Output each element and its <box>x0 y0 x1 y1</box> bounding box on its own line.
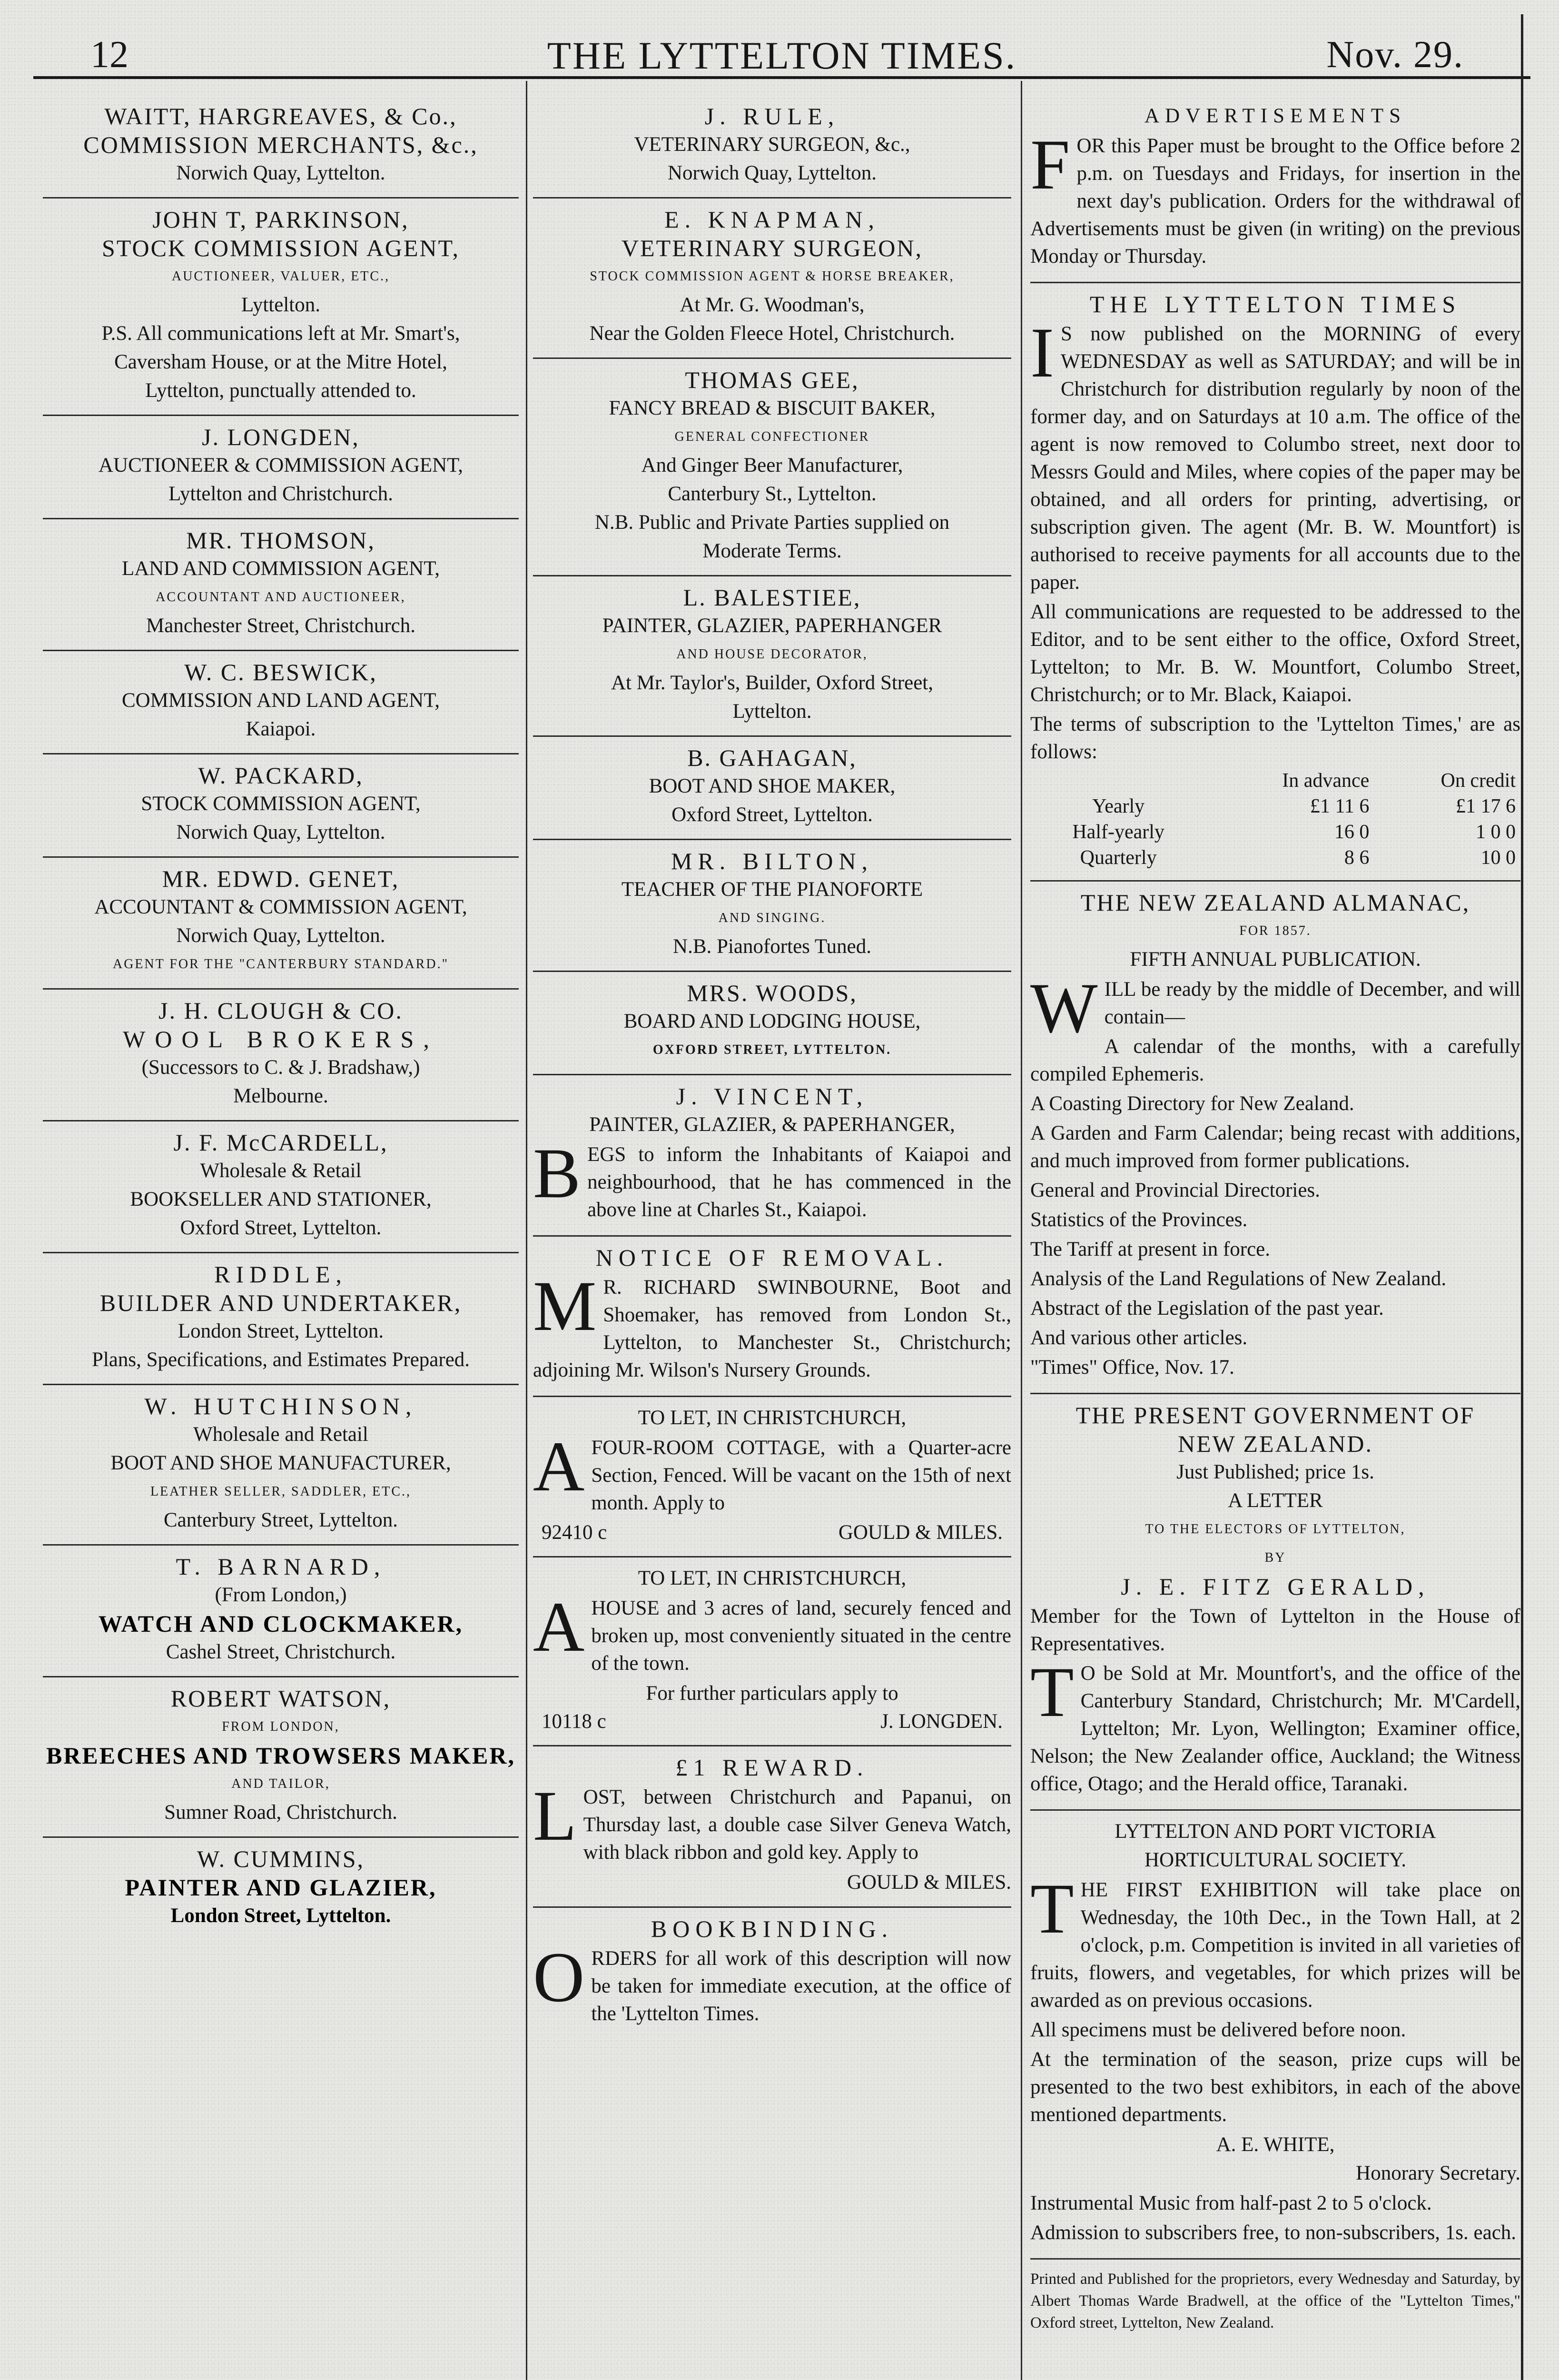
ad-line: (Successors to C. & J. Bradshaw,) <box>141 1056 420 1079</box>
drop-cap: A <box>533 1427 585 1506</box>
ad-heading: E. KNAPMAN, <box>664 206 880 233</box>
ad-cummins <box>43 1838 519 1940</box>
table-cell <box>1030 768 1206 793</box>
ad-line: PAINTER, GLAZIER, & PAPERHANGER, <box>589 1113 955 1136</box>
ad-heading: LYTTELTON AND PORT VICTORIA <box>1115 1820 1436 1843</box>
ad-line: STOCK COMMISSION AGENT, <box>102 235 460 261</box>
list-item: And various other articles. <box>1030 1327 1248 1349</box>
list-item: A Coasting Directory for New Zealand. <box>1030 1092 1354 1115</box>
ad-line: COMMISSION MERCHANTS, &c., <box>83 131 478 158</box>
notice-government <box>1030 1394 1520 1811</box>
ad-paragraph: The terms of subscription to the 'Lyttelton Times,' are as follows: <box>1030 713 1520 763</box>
ad-line: ACCOUNTANT & COMMISSION AGENT, <box>94 896 467 918</box>
ad-reward <box>533 1746 1011 1908</box>
ad-heading: J. VINCENT, <box>676 1083 868 1110</box>
column-2 <box>533 95 1011 2380</box>
ad-clough <box>43 990 519 1121</box>
ad-heading: HORTICULTURAL SOCIETY. <box>1144 1849 1407 1871</box>
ad-line: BOOT AND SHOE MAKER, <box>649 775 896 797</box>
ad-line: Sumner Road, Christchurch. <box>164 1801 397 1824</box>
page-number: 12 <box>90 34 128 76</box>
ad-line: P.S. All communications left at Mr. Smart's, <box>101 322 460 345</box>
ad-vincent <box>533 1075 1011 1237</box>
ad-heading: MR. EDWD. GENET, <box>162 865 400 892</box>
ad-body: FOUR-ROOM COTTAGE, with a Quarter-acre Section, Fenced. Will be vacant on the 15th of next month. Apply to <box>591 1437 1011 1514</box>
table-row <box>1030 793 1520 819</box>
ad-to-let-house <box>533 1557 1011 1746</box>
ad-mccardell <box>43 1121 519 1253</box>
ad-line: FANCY BREAD & BISCUIT BAKER, <box>609 397 936 419</box>
column-3 <box>1030 95 1520 2380</box>
ad-line: WOOL BROKERS, <box>123 1026 439 1052</box>
ad-heading: THE NEW ZEALAND ALMANAC, <box>1080 889 1470 916</box>
drop-cap: W <box>1030 969 1098 1048</box>
drop-cap: T <box>1030 1869 1074 1948</box>
drop-cap: L <box>533 1776 577 1855</box>
drop-cap: O <box>533 1938 585 2017</box>
table-cell: Half-yearly <box>1072 821 1164 843</box>
ad-waitt-hargreaves <box>43 95 519 198</box>
drop-cap: A <box>533 1587 585 1666</box>
table-row <box>1030 819 1520 845</box>
ad-line: London Street, Lyttelton. <box>178 1320 384 1342</box>
ad-line: (From London,) <box>215 1584 347 1606</box>
ad-line: Manchester Street, Christchurch. <box>146 615 415 637</box>
notice-horticultural <box>1030 1811 1520 2260</box>
ad-paragraph: Admission to subscribers free, to non-subscribers, 1s. each. <box>1030 2221 1517 2244</box>
ad-line: BREECHES AND TROWSERS MAKER, <box>46 1742 516 1769</box>
ad-body: OR this Paper must be brought to the Office before 2 p.m. on Tuesdays and Fridays, for insertion in the next day's publication. Orders for the withdrawal of Advertisements must be given (in writing) on the previous Monday or Thursday. <box>1030 135 1520 268</box>
ad-footer: "Times" Office, Nov. 17. <box>1030 1356 1234 1378</box>
ad-genet <box>43 858 519 990</box>
column-rule-1 <box>526 81 527 2380</box>
ad-line: N.B. Public and Private Parties supplied on <box>594 511 950 534</box>
list-item: A Garden and Farm Calendar; being recast with additions, and much improved from former publications. <box>1030 1122 1520 1172</box>
ad-line: A LETTER <box>1228 1489 1323 1512</box>
ad-line: FIFTH ANNUAL PUBLICATION. <box>1130 948 1421 971</box>
ad-line: At Mr. Taylor's, Builder, Oxford Street, <box>611 672 933 694</box>
drop-cap: I <box>1030 313 1054 392</box>
ad-code: 10118 c <box>542 1710 606 1733</box>
table-cell: £1 11 6 <box>1310 795 1370 817</box>
ad-line: London Street, Lyttelton. <box>170 1904 391 1927</box>
ad-line: Plans, Specifications, and Estimates Prepared. <box>91 1349 470 1371</box>
ad-heading: W. C. BESWICK, <box>184 659 377 685</box>
ad-line: TEACHER OF THE PIANOFORTE <box>621 878 923 901</box>
ad-line: Cashel Street, Christchurch. <box>166 1641 396 1663</box>
ad-line: Canterbury St., Lyttelton. <box>668 483 877 505</box>
ad-paragraph: All communications are requested to be addressed to the Editor, and to be sent either to the office, Oxford Street, Lyttelton; to Mr. B. W. Mountfort, Columbo Street, Christchurch; or to Mr. Black, Kaiapoi. <box>1030 601 1520 706</box>
ad-line: LEATHER SELLER, SADDLER, ETC., <box>150 1484 412 1499</box>
ad-line: WATCH AND CLOCKMAKER, <box>98 1610 464 1637</box>
ad-heading: B. GAHAGAN, <box>687 744 857 771</box>
table-cell: 8 6 <box>1344 847 1370 869</box>
ad-line: For further particulars apply to <box>646 1682 898 1705</box>
ad-line: Near the Golden Fleece Hotel, Christchurch. <box>589 322 955 345</box>
list-item: Abstract of the Legislation of the past year. <box>1030 1297 1384 1319</box>
ad-paragraph: All specimens must be delivered before noon. <box>1030 2019 1406 2041</box>
ad-watson <box>43 1677 519 1838</box>
notice-almanac <box>1030 882 1520 1394</box>
ad-body: S now published on the MORNING of every WEDNESDAY as well as SATURDAY; and will be in Christchurch for distribution regularly by noon of the former day, and on Saturdays at 10 a.m. The office of the agent is now removed to Columbo street, next door to Messrs Gould and Miles, where copies of the paper may be obtained, and all orders for printing, advertising, or subscription given. The agent (Mr. B. W. Mountfort) is authorised to receive payments for all accounts due to the paper. <box>1030 323 1520 594</box>
table-cell: 1 0 0 <box>1476 821 1516 843</box>
ad-gee <box>533 359 1011 576</box>
drop-cap: M <box>533 1267 597 1346</box>
ad-line: Lyttelton and Christchurch. <box>168 483 393 505</box>
ad-balestiee <box>533 576 1011 737</box>
ad-notice-of-removal <box>533 1237 1011 1397</box>
ad-line: Melbourne. <box>233 1085 328 1107</box>
ad-line: PAINTER AND GLAZIER, <box>125 1874 437 1901</box>
ad-heading: ROBERT WATSON, <box>170 1685 391 1712</box>
ad-body: R. RICHARD SWINBOURNE, Boot and Shoemaker, has removed from London St., Lyttelton, to Manchester St., Christchurch; adjoining Mr. Wilson's Nursery Grounds. <box>533 1276 1011 1381</box>
ad-line: Lyttelton. <box>241 294 321 316</box>
ad-heading: T. BARNARD, <box>176 1553 386 1580</box>
list-item: General and Provincial Directories. <box>1030 1179 1320 1201</box>
ad-gahagan <box>533 737 1011 840</box>
ad-heading: W. PACKARD, <box>198 762 364 789</box>
ad-hutchinson <box>43 1385 519 1546</box>
ad-paragraph: Instrumental Music from half-past 2 to 5 o'clock. <box>1030 2192 1432 2214</box>
table-cell: Quarterly <box>1080 847 1157 869</box>
ad-heading: NEW ZEALAND. <box>1178 1430 1373 1457</box>
printer-imprint <box>1030 2260 1520 2345</box>
ad-beswick <box>43 651 519 754</box>
ad-heading: J. LONGDEN, <box>202 424 360 450</box>
ad-line: TO THE ELECTORS OF LYTTELTON, <box>1145 1522 1406 1537</box>
ad-line: Wholesale and Retail <box>193 1423 368 1446</box>
ad-heading: TO LET, IN CHRISTCHURCH, <box>638 1407 907 1429</box>
ad-woods <box>533 972 1011 1075</box>
ad-line: And Ginger Beer Manufacturer, <box>641 454 903 476</box>
newspaper-title: THE LYTTELTON TIMES. <box>547 34 1017 77</box>
ad-body: O be Sold at Mr. Mountfort's, and the office of the Canterbury Standard, Christchurch; Mr. M'Cardell, Lyttelton; Mr. Lyon, Wellington; Examiner office, Nelson; the New Zealander office, Auckland; the Witness office, Otago; and the Herald office, Taranaki. <box>1030 1662 1520 1795</box>
ad-heading: THOMAS GEE, <box>685 367 859 393</box>
ad-line: Lyttelton. <box>732 700 812 723</box>
ad-line: AUCTIONEER & COMMISSION AGENT, <box>98 454 464 476</box>
ad-line: At Mr. G. Woodman's, <box>680 294 865 316</box>
ad-signer: GOULD & MILES. <box>838 1521 1003 1544</box>
ad-line: BOARD AND LODGING HOUSE, <box>623 1010 921 1032</box>
table-cell: 10 0 <box>1480 847 1516 869</box>
ad-heading: L. BALESTIEE, <box>683 584 861 611</box>
ad-line: Caversham House, or at the Mitre Hotel, <box>114 351 447 373</box>
masthead <box>33 19 1530 79</box>
drop-cap: B <box>533 1134 581 1213</box>
list-item: A calendar of the months, with a carefully compiled Ephemeris. <box>1030 1035 1520 1085</box>
ad-heading: RIDDLE, <box>214 1261 347 1288</box>
ad-line: AND SINGING. <box>718 911 826 925</box>
ad-body: OST, between Christchurch and Papanui, on Thursday last, a double case Silver Geneva Watch, with black ribbon and gold key. Apply to <box>583 1786 1011 1864</box>
ad-bilton <box>533 840 1011 972</box>
ad-line: FROM LONDON, <box>222 1719 340 1734</box>
list-item: Analysis of the Land Regulations of New Zealand. <box>1030 1268 1447 1290</box>
ad-heading: W. HUTCHINSON, <box>144 1393 417 1419</box>
ad-line: STOCK COMMISSION AGENT & HORSE BREAKER, <box>590 269 955 284</box>
ad-line: N.B. Pianofortes Tuned. <box>673 935 871 958</box>
ad-line: VETERINARY SURGEON, <box>622 235 923 261</box>
notice-advertisements <box>1030 95 1520 283</box>
ad-packard <box>43 754 519 858</box>
list-item: The Tariff at present in force. <box>1030 1238 1271 1260</box>
column-1 <box>43 95 519 2380</box>
ad-heading: THE LYTTELTON TIMES <box>1089 291 1461 317</box>
table-header: In advance <box>1282 770 1370 792</box>
column-rule-2 <box>1021 81 1022 2380</box>
ad-heading: BOOKBINDING. <box>651 1915 894 1942</box>
ad-line: PAINTER, GLAZIER, PAPERHANGER <box>602 615 942 637</box>
ad-line: OXFORD STREET, LYTTELTON. <box>652 1042 892 1057</box>
ad-line: BOOT AND SHOE MANUFACTURER, <box>110 1452 451 1474</box>
ad-line: Norwich Quay, Lyttelton. <box>667 162 877 184</box>
ad-body: EGS to inform the Inhabitants of Kaiapoi and neighbourhood, that he has commenced in the above line at Charles St., Kaiapoi. <box>587 1143 1011 1221</box>
ad-line: AND HOUSE DECORATOR, <box>676 647 868 662</box>
ad-line: Norwich Quay, Lyttelton. <box>176 821 385 843</box>
table-header: On credit <box>1441 770 1516 792</box>
ad-to-let-cottage <box>533 1397 1011 1557</box>
drop-cap: T <box>1030 1653 1074 1732</box>
ad-signer: GOULD & MILES. <box>847 1871 1011 1894</box>
table-cell: 16 0 <box>1334 821 1370 843</box>
ad-line: Oxford Street, Lyttelton. <box>671 803 873 826</box>
ad-signer-title: Honorary Secretary. <box>1356 2162 1520 2184</box>
ad-body: ILL be ready by the middle of December, and will contain— <box>1104 978 1520 1028</box>
ad-signer: J. LONGDEN. <box>880 1710 1003 1733</box>
ad-rule <box>533 95 1011 198</box>
drop-cap: F <box>1030 125 1070 204</box>
ad-heading: MR. BILTON, <box>671 848 874 874</box>
ad-line: AGENT FOR THE "CANTERBURY STANDARD." <box>112 957 449 972</box>
ad-line: ACCOUNTANT AND AUCTIONEER, <box>156 590 406 605</box>
ad-line: Oxford Street, Lyttelton. <box>180 1217 382 1239</box>
ad-barnard <box>43 1546 519 1677</box>
ad-line: FOR 1857. <box>1239 923 1312 938</box>
ad-line: AUCTIONEER, VALUER, ETC., <box>171 269 390 284</box>
ad-heading: TO LET, IN CHRISTCHURCH, <box>638 1567 907 1589</box>
ad-body: HE FIRST EXHIBITION will take place on Wednesday, the 10th Dec., in the Town Hall, at 2 o'clock, p.m. Competition is invited in all varieties of fruits, flowers, and vegetables, for which prizes will be awarded as on previous occasions. <box>1030 1879 1520 2012</box>
page-edge-rule <box>1521 14 1523 2380</box>
ad-body: HOUSE and 3 acres of land, securely fenced and broken up, most conveniently situated in the centre of the town. <box>591 1597 1011 1675</box>
ad-bookbinding <box>533 1908 1011 2039</box>
ad-signer: A. E. WHITE, <box>1216 2133 1335 2156</box>
notice-lyttelton-times <box>1030 283 1520 882</box>
ad-paragraph: At the termination of the season, prize cups will be presented to the two best exhibitors, in each of the above mentioned departments. <box>1030 2048 1520 2126</box>
ad-longden <box>43 416 519 519</box>
ad-riddle <box>43 1253 519 1385</box>
ad-heading: J. RULE, <box>704 103 840 129</box>
ad-line: BOOKSELLER AND STATIONER, <box>130 1188 432 1210</box>
table-row <box>1030 845 1520 871</box>
ad-heading: W. CUMMINS, <box>197 1845 365 1872</box>
ad-line: VETERINARY SURGEON, &c., <box>634 133 910 156</box>
ad-parkinson <box>43 198 519 416</box>
ad-heading: MRS. WOODS, <box>687 980 858 1006</box>
ad-knapman <box>533 198 1011 359</box>
ad-line: BY <box>1264 1550 1286 1565</box>
ad-line: AND TAILOR, <box>231 1776 330 1791</box>
issue-date: Nov. 29. <box>1326 34 1464 76</box>
ad-line: GENERAL CONFECTIONER <box>674 429 870 444</box>
ad-heading: £1 REWARD. <box>675 1754 869 1781</box>
ad-line: Kaiapoi. <box>246 718 316 740</box>
table-cell: Yearly <box>1092 795 1145 817</box>
ad-heading: MR. THOMSON, <box>186 527 375 554</box>
ad-line: Lyttelton, punctually attended to. <box>145 379 416 402</box>
table-header-row <box>1030 768 1520 793</box>
ad-thomson <box>43 519 519 651</box>
ad-code: 92410 c <box>542 1521 607 1544</box>
ad-line: Norwich Quay, Lyttelton. <box>176 924 385 947</box>
ad-heading: THE PRESENT GOVERNMENT OF <box>1076 1402 1475 1428</box>
ad-line: LAND AND COMMISSION AGENT, <box>121 557 440 580</box>
ad-line: BUILDER AND UNDERTAKER, <box>99 1289 462 1316</box>
subscription-table <box>1030 768 1520 871</box>
ad-heading: WAITT, HARGREAVES, & Co., <box>104 103 457 129</box>
ad-line: J. E. FITZ GERALD, <box>1121 1573 1430 1600</box>
ad-paragraph: Member for the Town of Lyttelton in the House of Representatives. <box>1030 1605 1520 1655</box>
ad-line: Moderate Terms. <box>702 540 842 562</box>
imprint-text: Printed and Published for the proprietors, every Wednesday and Saturday, by Albert Thomas Warde Bradwell, at the office of the "Lyttelton Times," Oxford street, Lyttelton, New Zealand. <box>1030 2271 1520 2331</box>
table-cell: £1 17 6 <box>1456 795 1516 817</box>
ad-line: Norwich Quay, Lyttelton. <box>176 162 385 184</box>
list-item: Statistics of the Provinces. <box>1030 1209 1248 1231</box>
ad-heading: J. F. McCARDELL, <box>173 1129 388 1156</box>
ad-line: Canterbury Street, Lyttelton. <box>163 1509 398 1531</box>
ad-heading: J. H. CLOUGH & CO. <box>158 997 403 1024</box>
ad-line: COMMISSION AND LAND AGENT, <box>121 689 440 712</box>
ad-heading: NOTICE OF REMOVAL. <box>595 1244 949 1271</box>
ad-line: Just Published; price 1s. <box>1176 1461 1374 1483</box>
ad-line: Wholesale & Retail <box>200 1160 362 1182</box>
ad-heading: ADVERTISEMENTS <box>1144 105 1407 127</box>
ad-line: STOCK COMMISSION AGENT, <box>141 793 421 815</box>
ad-body: RDERS for all work of this description will now be taken for immediate execution, at the office of the 'Lyttelton Times. <box>591 1947 1011 2025</box>
ad-heading: JOHN T, PARKINSON, <box>152 206 409 233</box>
